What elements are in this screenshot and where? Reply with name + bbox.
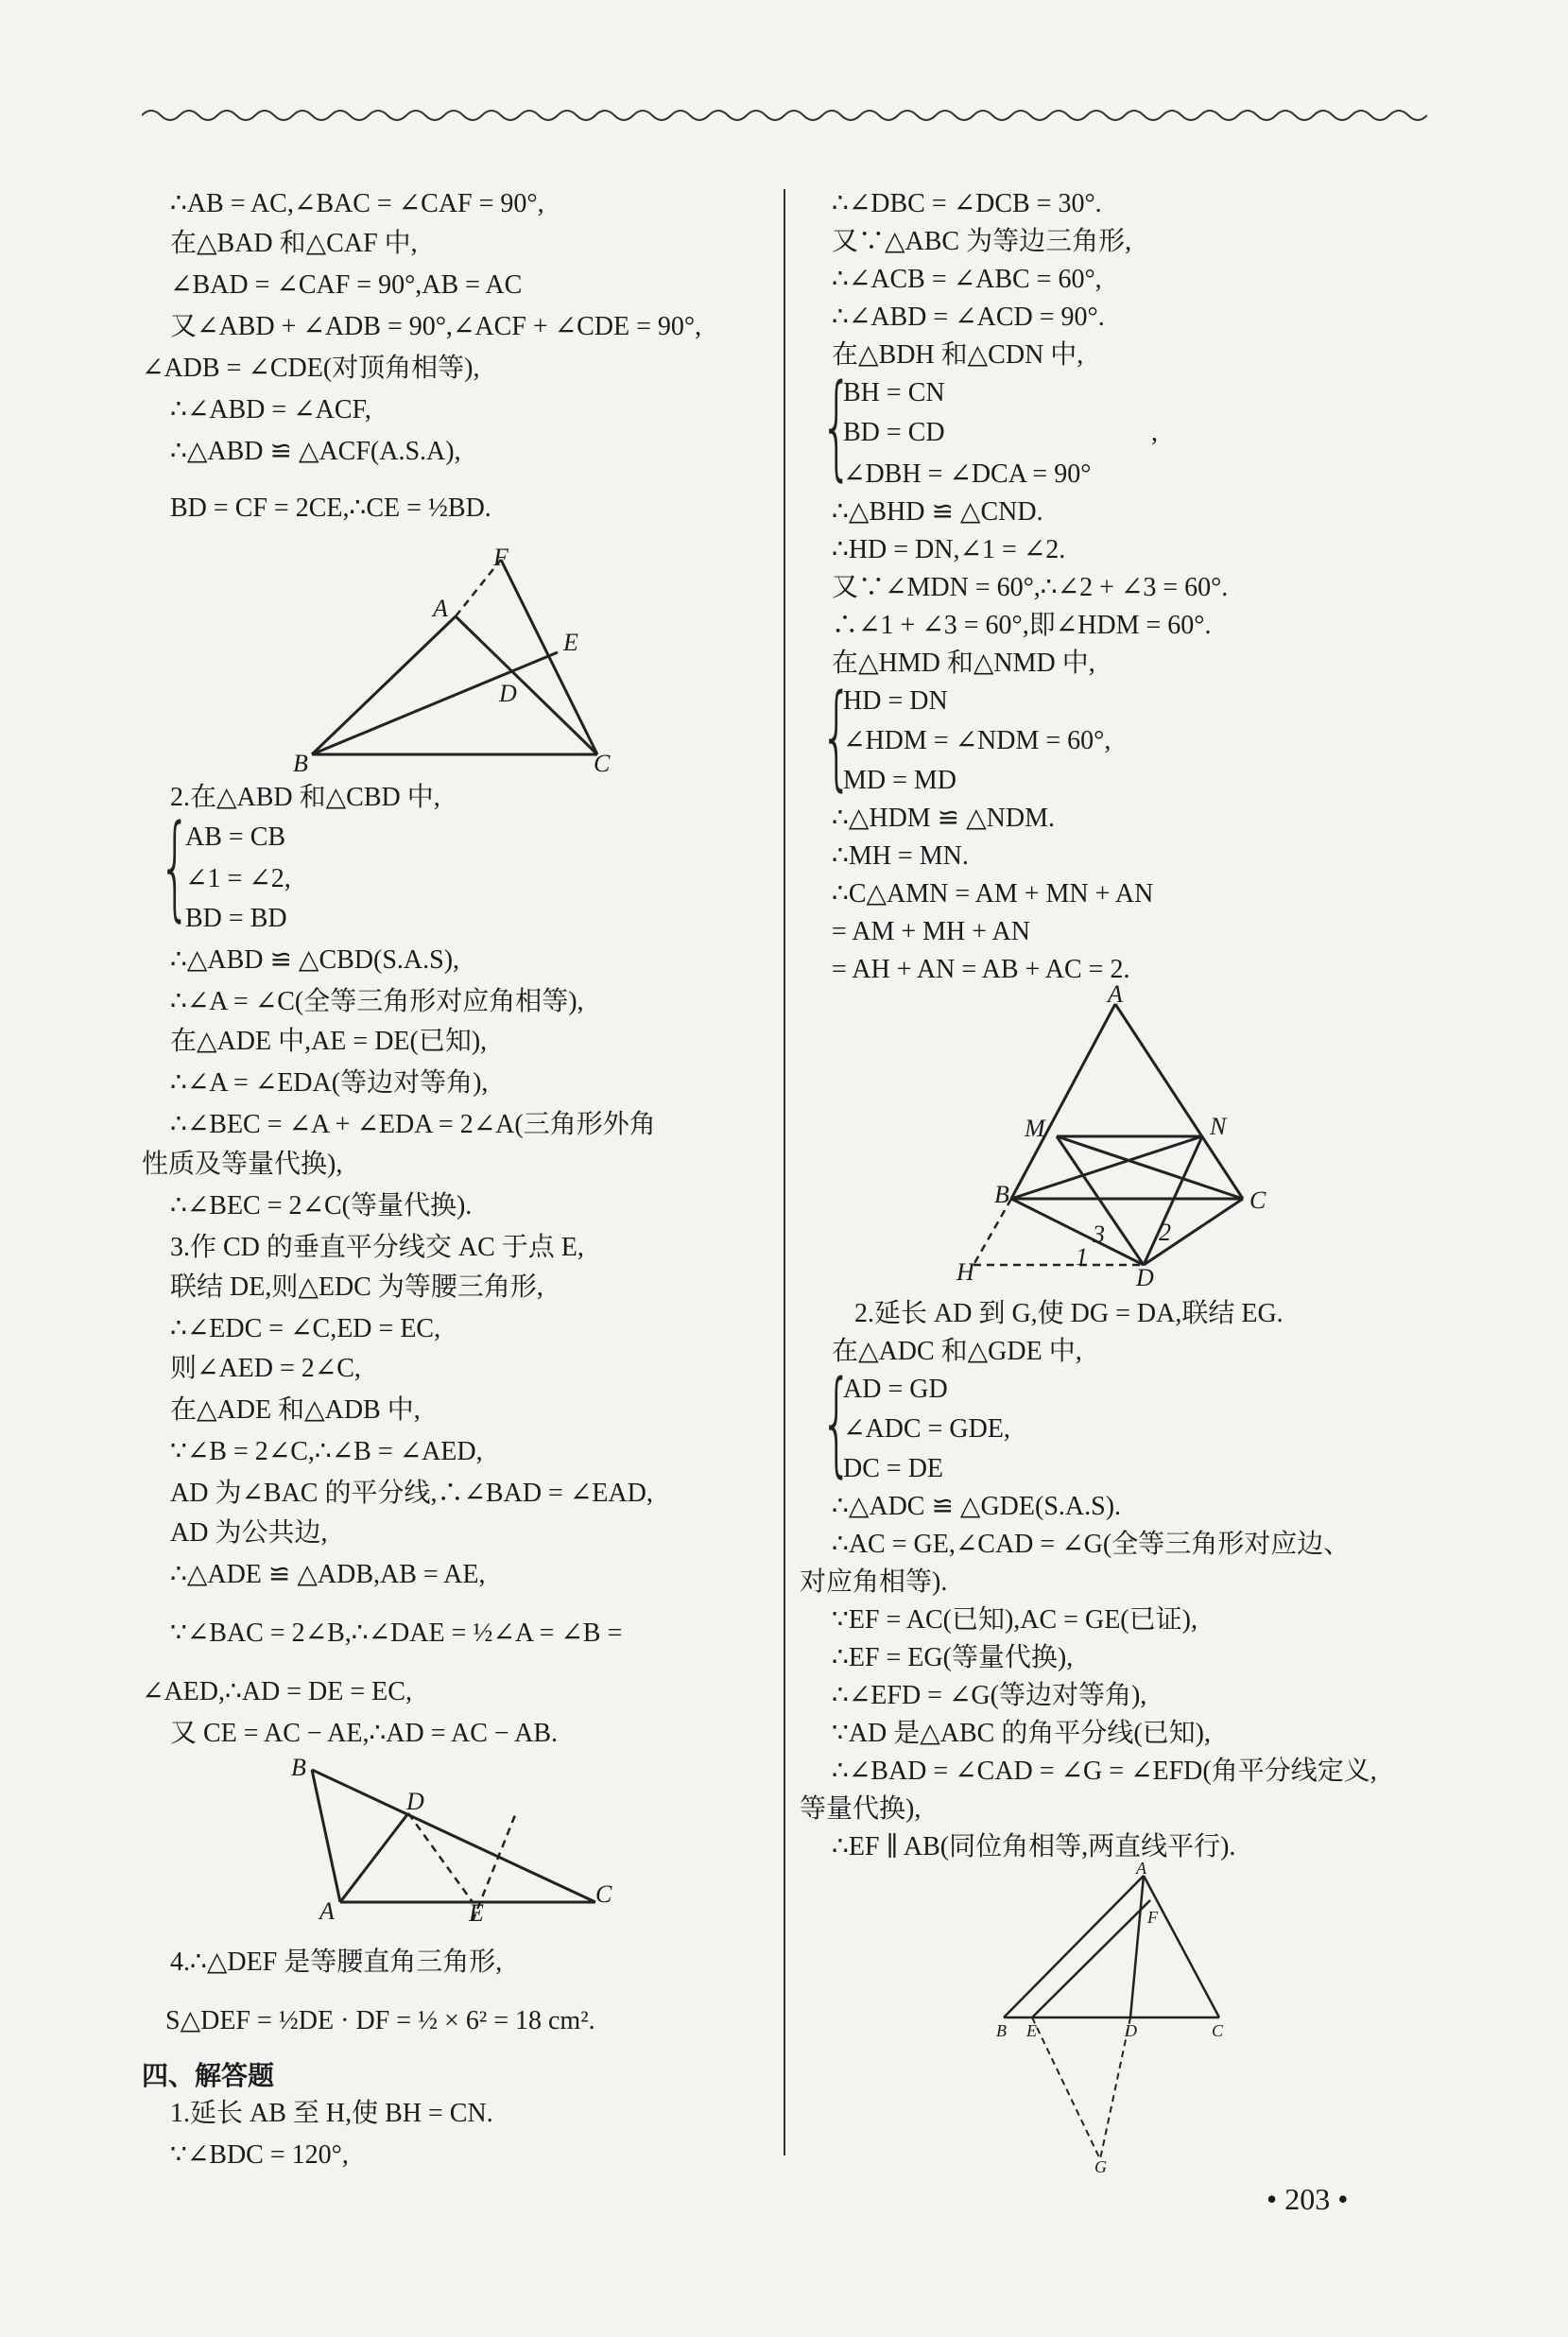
right-line-9: ∠DBH = ∠DCA = 90° (843, 459, 1092, 489)
right-line-20: ∴C△AMN = AM + MN + AN (832, 879, 1154, 909)
right-line-25: AD = GD (843, 1375, 948, 1404)
left-line-7: ∴△ABD ≌ △ACF(A.S.A), (170, 437, 461, 466)
left-line-1: ∴AB = AC,∠BAC = ∠CAF = 90°, (170, 189, 544, 218)
right-line-13: ∴∠1 + ∠3 = 60°,即∠HDM = 60°. (832, 611, 1212, 640)
right-line-27: DC = DE (843, 1454, 944, 1483)
left-line-12: BD = BD (185, 904, 287, 933)
left-line-24: 在△ADE 和△ADB 中, (170, 1395, 421, 1425)
left-brace-1: { (159, 802, 192, 933)
right-line-1: ∴∠DBC = ∠DCB = 30°. (832, 189, 1102, 218)
right-brace-3: { (820, 1358, 853, 1489)
left-line-32: 4.∴△DEF 是等腰直角三角形, (170, 1948, 503, 1977)
figure-1 (293, 548, 633, 775)
fig3-label-c: C (1249, 1186, 1266, 1214)
fig3-label-m: M (1025, 1115, 1045, 1142)
right-line-5: 在△BDH 和△CDN 中, (832, 340, 1084, 370)
left-line-17: ∴∠BEC = ∠A + ∠EDA = 2∠A(三角形外角 (170, 1110, 656, 1139)
fig4-label-c: C (1212, 2021, 1224, 2040)
left-line-4: 又∠ABD + ∠ADB = 90°,∠ACF + ∠CDE = 90°, (170, 312, 702, 341)
right-line-19: ∴MH = MN. (832, 841, 969, 871)
right-line-23: 2.延长 AD 到 G,使 DG = DA,联结 EG. (854, 1299, 1284, 1328)
left-line-3: ∠BAD = ∠CAF = 90°,AB = AC (170, 270, 523, 300)
right-line-33: ∴∠EFD = ∠G(等边对等角), (832, 1681, 1147, 1710)
left-line-21: 联结 DE,则△EDC 为等腰三角形, (170, 1272, 543, 1302)
right-line-6: BH = CN (843, 378, 945, 407)
fig1-label-d: D (499, 680, 517, 707)
right-brace-1: { (820, 361, 853, 493)
fig1-label-e: E (563, 629, 578, 656)
right-line-15: HD = DN (843, 686, 948, 716)
section-heading: 四、解答题 (142, 2060, 275, 2091)
fig3-label-n: N (1210, 1113, 1227, 1140)
left-line-26: AD 为∠BAC 的平分线,∴∠BAD = ∠EAD, (170, 1479, 653, 1508)
right-line-11: ∴HD = DN,∠1 = ∠2. (832, 535, 1066, 564)
page-number: • 203 • (1266, 2182, 1349, 2216)
fig3-label-2: 2 (1159, 1219, 1171, 1246)
right-brace-2: { (820, 671, 853, 803)
right-line-35: ∴∠BAD = ∠CAD = ∠G = ∠EFD(角平分线定义, (832, 1757, 1377, 1786)
left-line-27: AD 为公共边, (170, 1518, 328, 1548)
left-line-15: 在△ADE 中,AE = DE(已知), (170, 1027, 488, 1056)
right-line-36: 等量代换), (800, 1794, 922, 1824)
right-line-4: ∴∠ABD = ∠ACD = 90°. (832, 303, 1105, 332)
right-line-22: = AH + AN = AB + AC = 2. (832, 955, 1130, 984)
right-line-24: 在△ADC 和△GDE 中, (832, 1337, 1082, 1366)
fig2-label-e: E (469, 1899, 484, 1921)
right-line-28: ∴△ADC ≌ △GDE(S.A.S). (832, 1492, 1122, 1521)
fig2-label-b: B (291, 1754, 306, 1781)
fig1-label-b: B (293, 750, 308, 775)
right-line-12: 又∵∠MDN = 60°,∴∠2 + ∠3 = 60°. (832, 573, 1229, 602)
right-line-32: ∴EF = EG(等量代换), (832, 1643, 1074, 1672)
right-line-7: BD = CD (843, 418, 945, 447)
figure-3 (945, 985, 1304, 1288)
fig4-label-f: F (1147, 1908, 1158, 1927)
fig2-label-c: C (595, 1880, 612, 1908)
left-line-20: 3.作 CD 的垂直平分线交 AC 于点 E, (170, 1233, 584, 1262)
left-line-23: 则∠AED = 2∠C, (170, 1354, 361, 1383)
fig2-label-d: D (406, 1788, 424, 1815)
left-line-10: AB = CB (185, 822, 286, 852)
fig3-label-h: H (956, 1258, 974, 1286)
left-line-36: ∵∠BDC = 120°, (170, 2140, 349, 2170)
left-line-14: ∴∠A = ∠C(全等三角形对应角相等), (170, 987, 584, 1016)
column-divider (784, 189, 785, 2155)
decorative-top-border (142, 106, 1427, 125)
fig3-label-1: 1 (1076, 1243, 1088, 1271)
left-line-28: ∴△ADE ≌ △ADB,AB = AE, (170, 1560, 486, 1589)
left-line-19: ∴∠BEC = 2∠C(等量代换). (170, 1191, 473, 1220)
fig4-label-d: D (1125, 2021, 1137, 2040)
fig4-label-a: A (1136, 1859, 1146, 1878)
right-line-34: ∵AD 是△ABC 的角平分线(已知), (832, 1719, 1212, 1748)
left-line-11: ∠1 = ∠2, (185, 864, 291, 893)
figure-4 (983, 1857, 1248, 2178)
right-line-10: ∴△BHD ≌ △CND. (832, 497, 1043, 527)
right-line-14: 在△HMD 和△NMD 中, (832, 649, 1095, 678)
fig4-label-e: E (1026, 2021, 1037, 2040)
left-line-2: 在△BAD 和△CAF 中, (170, 229, 418, 258)
fig2-label-a: A (319, 1897, 335, 1921)
figure-2 (284, 1751, 624, 1921)
right-line-26: ∠ADC = GDE, (843, 1414, 1010, 1444)
left-line-6: ∴∠ABD = ∠ACF, (170, 395, 371, 424)
left-line-25: ∵∠B = 2∠C,∴∠B = ∠AED, (170, 1437, 483, 1466)
left-line-16: ∴∠A = ∠EDA(等边对等角), (170, 1068, 489, 1098)
fig3-label-a: A (1108, 985, 1123, 1008)
left-line-8: BD = CF = 2CE,∴CE = ½BD. (170, 493, 491, 523)
right-line-18: ∴△HDM ≌ △NDM. (832, 804, 1056, 833)
right-line-2: 又∵△ABC 为等边三角形, (832, 227, 1132, 256)
left-line-9: 2.在△ABD 和△CBD 中, (170, 783, 440, 812)
fig3-label-3: 3 (1093, 1220, 1105, 1248)
left-line-33: S△DEF = ½DE · DF = ½ × 6² = 18 cm². (165, 2006, 595, 2035)
left-line-13: ∴△ABD ≌ △CBD(S.A.S), (170, 945, 460, 975)
left-line-18: 性质及等量代换), (142, 1150, 343, 1179)
right-line-16: ∠HDM = ∠NDM = 60°, (843, 726, 1111, 755)
right-line-30: 对应角相等). (800, 1567, 948, 1597)
right-line-3: ∴∠ACB = ∠ABC = 60°, (832, 265, 1102, 294)
left-line-31: 又 CE = AC − AE,∴AD = AC − AB. (170, 1719, 559, 1748)
right-line-37: ∴EF ∥ AB(同位角相等,两直线平行). (832, 1832, 1236, 1861)
left-line-29: ∵∠BAC = 2∠B,∴∠DAE = ½∠A = ∠B = (170, 1619, 623, 1648)
right-line-21: = AM + MH + AN (832, 917, 1030, 946)
fig1-label-c: C (594, 750, 611, 775)
right-line-17: MD = MD (843, 766, 957, 795)
right-line-29: ∴AC = GE,∠CAD = ∠G(全等三角形对应边、 (832, 1530, 1351, 1559)
left-line-30: ∠AED,∴AD = DE = EC, (142, 1677, 412, 1706)
fig1-label-a: A (433, 595, 448, 622)
right-line-8: , (1151, 418, 1158, 447)
left-line-5: ∠ADB = ∠CDE(对顶角相等), (142, 354, 480, 383)
left-line-22: ∴∠EDC = ∠C,ED = EC, (170, 1314, 441, 1343)
fig4-label-g: G (1094, 2157, 1107, 2176)
fig3-label-b: B (994, 1181, 1009, 1208)
right-line-31: ∵EF = AC(已知),AC = GE(已证), (832, 1605, 1198, 1635)
left-line-35: 1.延长 AB 至 H,使 BH = CN. (170, 2099, 493, 2128)
fig1-label-f: F (493, 548, 508, 571)
fig4-label-b: B (996, 2021, 1007, 2040)
fig3-label-d: D (1136, 1264, 1154, 1288)
